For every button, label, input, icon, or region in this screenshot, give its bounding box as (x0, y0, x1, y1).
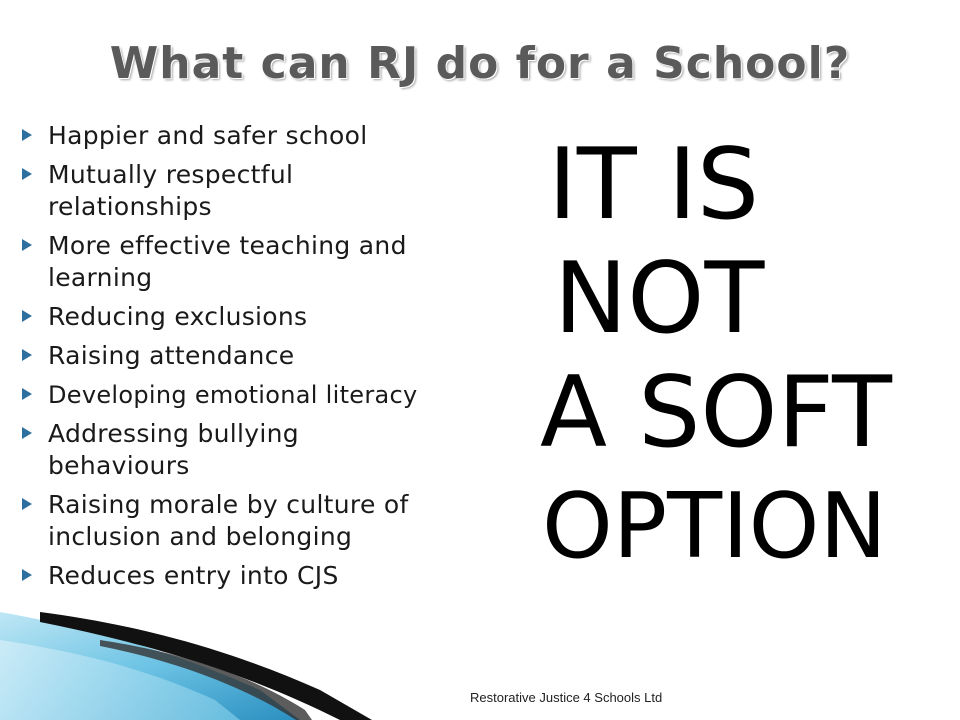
bullet-text: Happier and safer school (48, 121, 368, 150)
triangle-right-icon (18, 560, 48, 590)
wave-shape (0, 612, 300, 720)
bullet-text: Reduces entry into CJS (48, 561, 339, 590)
bullet-text: Raising morale by culture of inclusion and belonging (48, 490, 409, 551)
triangle-right-icon (18, 230, 48, 260)
slogan-line-4: OPTION (542, 474, 887, 579)
list-item (18, 379, 518, 411)
bullet-text: More effective teaching and learning (48, 231, 407, 292)
triangle-right-icon (18, 379, 48, 409)
footer-text: Restorative Justice 4 Schools Ltd (470, 690, 663, 705)
triangle-right-icon (18, 301, 48, 331)
wave-stripe (40, 612, 372, 720)
slogan-line-3: A SOFT (540, 356, 893, 470)
bullet-text: Reducing exclusions (48, 302, 308, 331)
bullet-list (18, 120, 518, 599)
list-item (18, 418, 518, 482)
triangle-right-icon (18, 418, 48, 448)
bullet-text: Raising attendance (48, 341, 295, 370)
wave-highlight (0, 640, 240, 720)
slogan-block (540, 128, 960, 584)
list-item (18, 301, 518, 333)
bullet-text: Mutually respectful relationships (48, 160, 294, 221)
bullet-text: Developing emotional literacy (48, 381, 418, 409)
list-item (18, 159, 518, 223)
triangle-right-icon (18, 159, 48, 189)
slogan-line-2: NOT (554, 242, 765, 356)
list-item (18, 230, 518, 294)
triangle-right-icon (18, 489, 48, 519)
list-item (18, 489, 518, 553)
triangle-right-icon (18, 340, 48, 370)
slide-title: What can RJ do for a School? (109, 38, 851, 89)
triangle-right-icon (18, 120, 48, 150)
list-item (18, 340, 518, 372)
wave-stripe-thin (100, 640, 312, 720)
slogan-line-1: IT IS (548, 128, 760, 242)
list-item (18, 560, 518, 592)
list-item (18, 120, 518, 152)
bullet-text: Addressing bullying behaviours (48, 419, 299, 480)
